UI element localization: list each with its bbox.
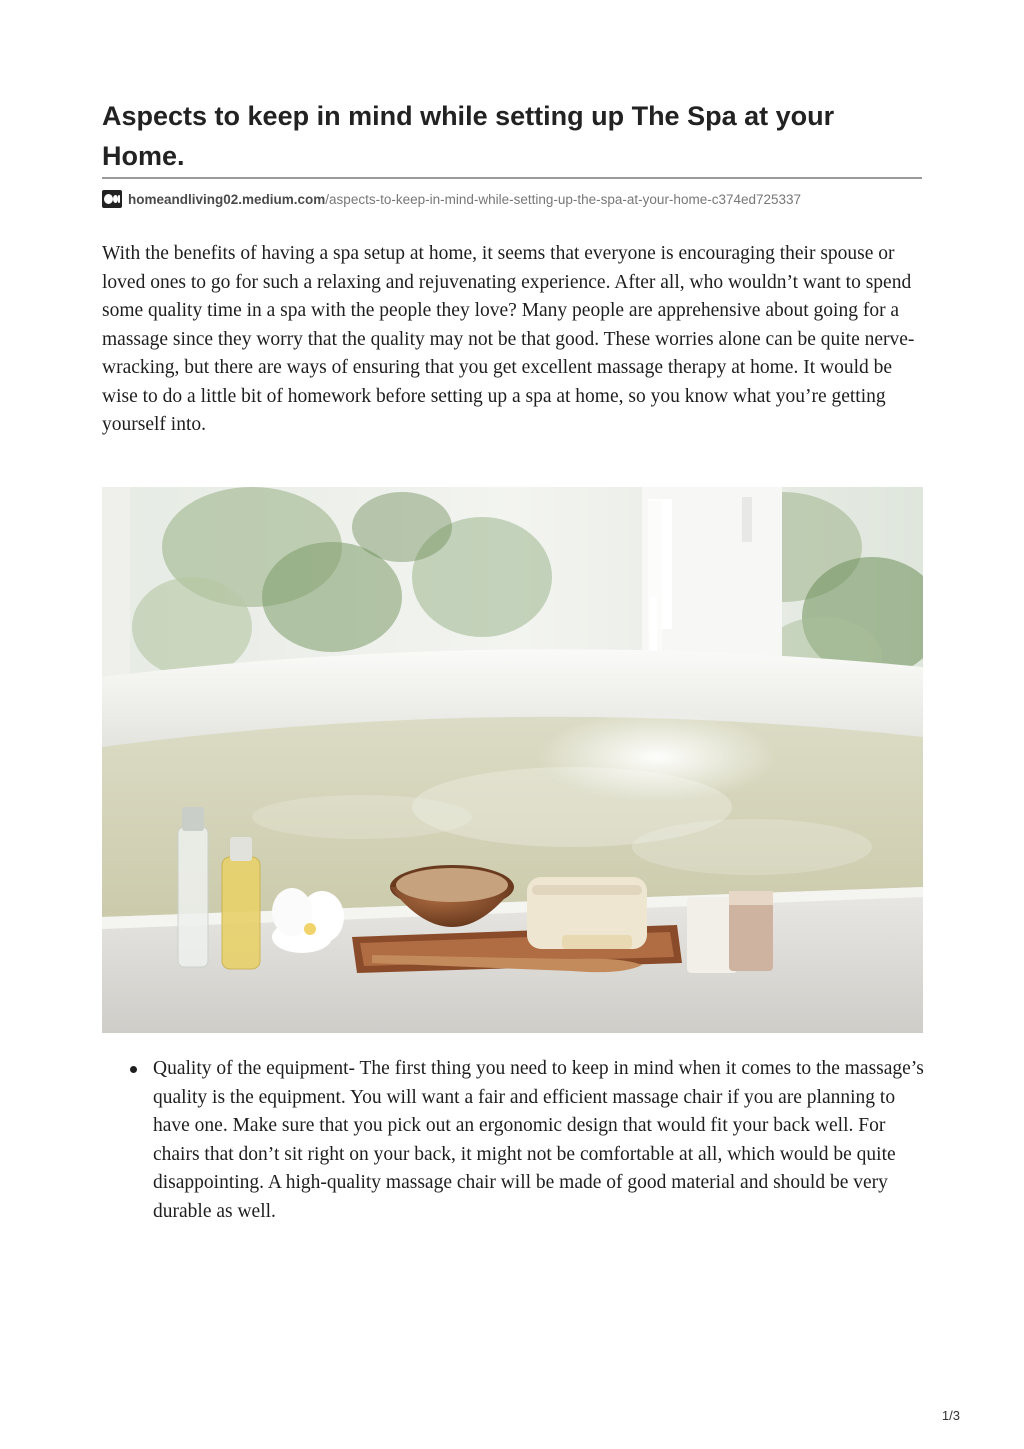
bullet-icon (130, 1066, 137, 1073)
page-number: 1/3 (941, 1408, 960, 1423)
bullet-list (102, 1055, 924, 1226)
spa-bathtub-photo (102, 487, 923, 1033)
medium-logo-icon (102, 190, 122, 208)
article-title: Aspects to keep in mind while setting up The Spa at your Home. (102, 101, 835, 171)
source-path[interactable]: /aspects-to-keep-in-mind-while-setting-up-the-spa-at-your-home-c374ed725337 (325, 191, 802, 207)
source-domain[interactable]: homeandliving02.medium.com (128, 191, 326, 207)
intro-paragraph: With the benefits of having a spa setup at home, it seems that everyone is encouraging their spouse or loved ones to go for such a relaxing and rejuvenating experience. After all, who wouldn’t want to spend some quality time in a spa with the people they love? Many people are apprehensive about going for a massage since they worry that the quality may not be that good. These worries alone can be quite nerve-wracking, but there are ways of ensuring that you get excellent massage therapy at home. It would be wise to do a little bit of homework before setting up a spa at home, so you know what you’re getting yourself into. (102, 243, 915, 435)
title-divider (102, 177, 922, 179)
list-item (153, 1055, 924, 1226)
source-link[interactable] (102, 189, 801, 209)
list-item-text: Quality of the equipment- The first thing you need to keep in mind when it comes to the massage’s quality is the equipment. You will want a fair and efficient massage chair if you are planning to have one. Make sure that you pick out an ergonomic design that would fit your back well. For chairs that don’t sit right on your back, it might not be comfortable at all, which would be quite disappointing. A high-quality massage chair will be made of good material and should be very durable as well. (153, 1058, 924, 1222)
